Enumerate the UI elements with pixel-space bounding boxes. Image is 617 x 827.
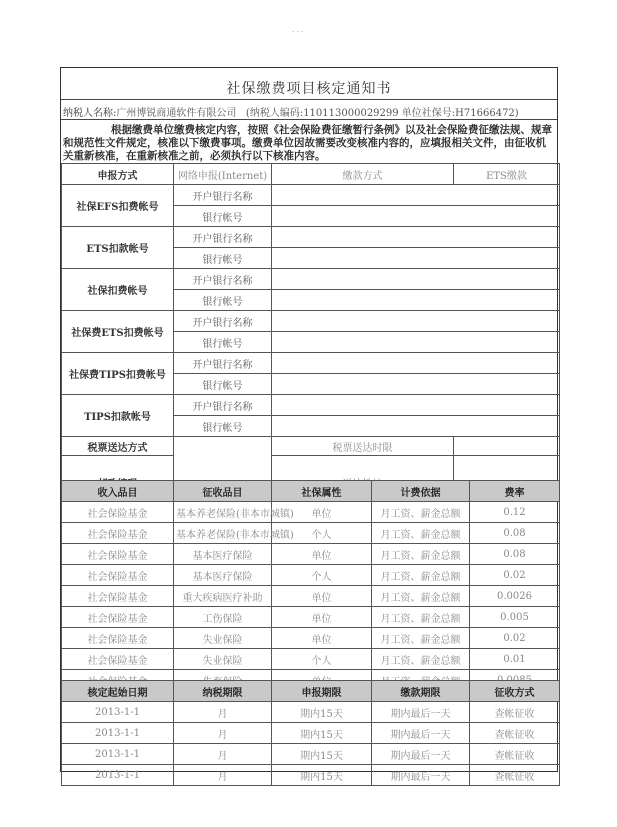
taxpayer-line (63, 104, 519, 119)
intro-paragraph: 根据缴费单位缴费核定内容，按照《社会保险费征缴暂行条例》以及社会保险费征缴法规、规章和规范性文件规定，核准以下缴费事项。缴费单位因故需要改变核准内容的，应填报相关文件，由征收机关重新核准，在重新核准之前，必须执行以下核准内容。 (63, 124, 552, 162)
bank-name-value (272, 395, 560, 416)
table-row (62, 586, 560, 607)
fee-basis: 月工资、薪金总额 (372, 502, 470, 523)
fee-rate: 0.0026 (470, 586, 560, 607)
table-row (62, 628, 560, 649)
bank-name-label: 开户银行名称 (174, 353, 272, 374)
table-row (62, 765, 560, 786)
insurance-attribute: 单位 (272, 544, 372, 565)
income-item: 社会保险基金 (62, 607, 174, 628)
items-header (62, 481, 560, 502)
collection-method: 查帐征收 (470, 744, 560, 765)
period-header (62, 681, 560, 702)
start-date: 2013-1-1 (62, 765, 174, 786)
taxpayer-codes: (纳税人编码:110113000029299 单位社保号:H71666472) (245, 108, 519, 119)
table-row (62, 649, 560, 670)
header-cell: 征收方式 (470, 681, 560, 702)
pay-method-label: 缴款方式 (272, 164, 454, 185)
title-divider (61, 99, 557, 100)
collection-method: 查帐征收 (470, 723, 560, 744)
declare-deadline: 期内15天 (272, 723, 372, 744)
bank-account-label: 银行帐号 (174, 248, 272, 269)
items-table (61, 480, 560, 691)
account-group-label: 社保扣费帐号 (62, 269, 174, 311)
collection-item: 重大疾病医疗补助 (174, 586, 272, 607)
collection-item: 基本养老保险(非本市城镇) (174, 502, 272, 523)
collection-method: 查帐征收 (470, 702, 560, 723)
fee-rate: 0.005 (470, 607, 560, 628)
collection-item: 工伤保险 (174, 607, 272, 628)
fee-basis: 月工资、薪金总额 (372, 565, 470, 586)
bank-account-label: 银行帐号 (174, 290, 272, 311)
header-cell: 计费依据 (372, 481, 470, 502)
declare-row (62, 164, 560, 185)
collection-item: 基本医疗保险 (174, 544, 272, 565)
bank-account-value (272, 290, 560, 311)
fee-rate: 0.12 (470, 502, 560, 523)
fee-rate: 0.01 (470, 649, 560, 670)
collection-item: 失业保险 (174, 628, 272, 649)
bank-account-value (272, 416, 560, 437)
income-item: 社会保险基金 (62, 523, 174, 544)
page-mark: - - - (292, 28, 304, 36)
bank-name-label: 开户银行名称 (174, 185, 272, 206)
taxpayer-name: 广州博锐商通软件有限公司 (116, 108, 237, 119)
insurance-attribute: 个人 (272, 523, 372, 544)
header-cell: 征收品目 (174, 481, 272, 502)
tax-period: 月 (174, 702, 272, 723)
account-group-label: 社保EFS扣费帐号 (62, 185, 174, 227)
fee-basis: 月工资、薪金总额 (372, 607, 470, 628)
bank-name-value (272, 185, 560, 206)
bank-account-value (272, 248, 560, 269)
collection-item: 基本养老保险(非本市城镇) (174, 523, 272, 544)
header-cell: 收入品目 (62, 481, 174, 502)
ticket-method-label: 税票送达方式 (62, 437, 174, 456)
fee-basis: 月工资、薪金总额 (372, 649, 470, 670)
payment-deadline: 期内最后一天 (372, 744, 470, 765)
taxpayer-label: 纳税人名称: (63, 108, 117, 119)
header-cell: 纳税期限 (174, 681, 272, 702)
income-item: 社会保险基金 (62, 565, 174, 586)
fee-basis: 月工资、薪金总额 (372, 586, 470, 607)
fee-basis: 月工资、薪金总额 (372, 544, 470, 565)
collection-item: 基本医疗保险 (174, 565, 272, 586)
fee-rate: 0.08 (470, 544, 560, 565)
declare-method-label: 申报方式 (62, 164, 174, 185)
tax-period: 月 (174, 723, 272, 744)
table-row (62, 744, 560, 765)
tax-period: 月 (174, 765, 272, 786)
bank-name-value (272, 269, 560, 290)
insurance-attribute: 单位 (272, 607, 372, 628)
table-row (62, 565, 560, 586)
start-date: 2013-1-1 (62, 723, 174, 744)
ticket-deadline-value (454, 437, 560, 456)
payment-deadline: 期内最后一天 (372, 765, 470, 786)
form-title: 社保缴费项目核定通知书 (226, 81, 392, 97)
bank-account-label: 银行帐号 (174, 206, 272, 227)
period-table (61, 680, 560, 786)
bank-account-value (272, 332, 560, 353)
header-cell: 费率 (470, 481, 560, 502)
bank-name-label: 开户银行名称 (174, 269, 272, 290)
taxpayer-divider (61, 119, 557, 120)
bank-account-label: 银行帐号 (174, 374, 272, 395)
account-group-label: 社保费ETS扣费帐号 (62, 311, 174, 353)
income-item: 社会保险基金 (62, 628, 174, 649)
insurance-attribute: 单位 (272, 502, 372, 523)
bank-account-value (272, 374, 560, 395)
insurance-attribute: 单位 (272, 628, 372, 649)
insurance-attribute: 个人 (272, 649, 372, 670)
bank-name-label: 开户银行名称 (174, 227, 272, 248)
account-group-label: 社保费TIPS扣费帐号 (62, 353, 174, 395)
tax-period: 月 (174, 744, 272, 765)
account-group-label: ETS扣款帐号 (62, 227, 174, 269)
declare-method-value: 网络申报(Internet) (174, 164, 272, 185)
table-row (62, 723, 560, 744)
bank-name-value (272, 353, 560, 374)
income-item: 社会保险基金 (62, 502, 174, 523)
start-date: 2013-1-1 (62, 702, 174, 723)
table-row (62, 702, 560, 723)
header-cell: 核定起始日期 (62, 681, 174, 702)
bank-name-label: 开户银行名称 (174, 395, 272, 416)
notice-form (60, 67, 558, 783)
fee-rate: 0.08 (470, 523, 560, 544)
income-item: 社会保险基金 (62, 586, 174, 607)
payment-deadline: 期内最后一天 (372, 702, 470, 723)
table-row (62, 502, 560, 523)
declare-deadline: 期内15天 (272, 744, 372, 765)
bank-name-value (272, 311, 560, 332)
fee-rate: 0.02 (470, 628, 560, 649)
fee-basis: 月工资、薪金总额 (372, 628, 470, 649)
header-cell: 缴款期限 (372, 681, 470, 702)
table-row (62, 544, 560, 565)
declare-deadline: 期内15天 (272, 765, 372, 786)
ticket-deadline-label: 税票送达时限 (272, 437, 454, 456)
payment-deadline: 期内最后一天 (372, 723, 470, 744)
pay-method-value: ETS缴款 (454, 164, 560, 185)
fee-basis: 月工资、薪金总额 (372, 523, 470, 544)
bank-account-value (272, 206, 560, 227)
table-row (62, 523, 560, 544)
bank-name-value (272, 227, 560, 248)
bank-account-label: 银行帐号 (174, 416, 272, 437)
income-item: 社会保险基金 (62, 544, 174, 565)
account-group-label: TIPS扣款帐号 (62, 395, 174, 437)
header-cell: 申报期限 (272, 681, 372, 702)
insurance-attribute: 单位 (272, 586, 372, 607)
declare-deadline: 期内15天 (272, 702, 372, 723)
header-cell: 社保属性 (272, 481, 372, 502)
start-date: 2013-1-1 (62, 744, 174, 765)
bank-name-label: 开户银行名称 (174, 311, 272, 332)
insurance-attribute: 个人 (272, 565, 372, 586)
accounts-table (61, 163, 560, 491)
collection-item: 失业保险 (174, 649, 272, 670)
collection-method: 查帐征收 (470, 765, 560, 786)
bank-account-label: 银行帐号 (174, 332, 272, 353)
fee-rate: 0.02 (470, 565, 560, 586)
income-item: 社会保险基金 (62, 649, 174, 670)
table-row (62, 607, 560, 628)
